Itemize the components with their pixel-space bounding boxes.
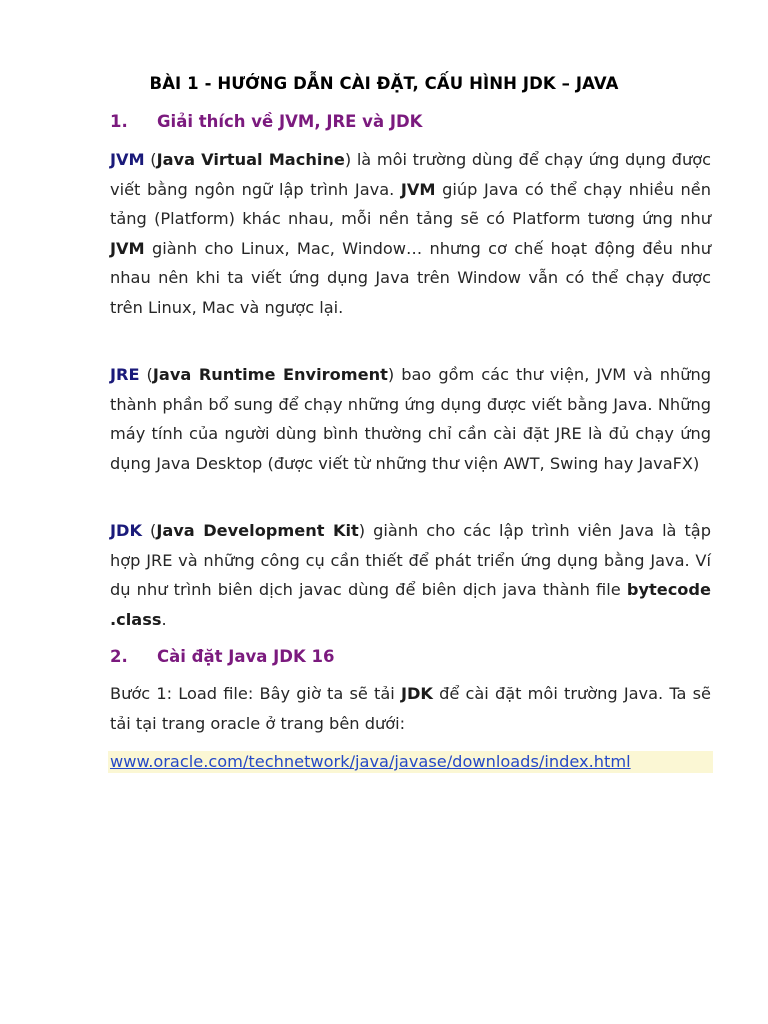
term-jvm: JVM (110, 150, 145, 169)
jdk-paragraph: JDK (Java Development Kit) giành cho các lập trình viên Java là tập hợp JRE và những công cụ cần thiết để phát triển ứng dụng bằng Java. Ví dụ như trình biên dịch javac dùng để biên dịch java thành file bytecode .class. (110, 521, 711, 629)
section-number: 2. (110, 647, 128, 666)
jre-paragraph: JRE (Java Runtime Enviroment) bao gồm các thư viện, JVM và những thành phần bổ sung để chạy những ứng dụng được viết bằng Java. Những máy tính của người dùng bình thường chỉ cần cài đặt JRE là đủ chạy ứng dụng Java Desktop (được viết từ những thư viện AWT, Swing hay JavaFX) (110, 365, 712, 473)
term-full-name: Java Virtual Machine (156, 150, 345, 169)
term-jvm-inline: JVM (110, 238, 145, 258)
term-full-name: Java Development Kit (156, 521, 359, 540)
term-jre: JRE (110, 365, 140, 384)
section-title: Cài đặt Java JDK 16 (157, 647, 335, 666)
section-heading-1 (110, 112, 422, 131)
section-heading-2 (110, 647, 334, 666)
term-jdk: JDK (110, 521, 143, 540)
section-number: 1. (110, 112, 128, 131)
page-title: BÀI 1 - HƯỚNG DẪN CÀI ĐẶT, CẤU HÌNH JDK – JAVA (149, 74, 619, 93)
jvm-paragraph: JVM (Java Virtual Machine) là môi trường dùng để chạy ứng dụng được viết bằng ngôn ngữ lập trình Java. JVM giúp Java có thể chạy nhiều nền tảng (Platform) khác nhau, mỗi nền tảng sẽ có Platform tương ứng như JVM giành cho Linux, Mac, Window… nhưng cơ chế hoạt động đều như nhau nên khi ta viết ứng dụng Java trên Window vẫn có thể chạy được trên Linux, Mac và ngược lại. (110, 150, 712, 317)
term-jvm-inline: JVM (400, 179, 436, 199)
step1-paragraph: Bước 1: Load file: Bây giờ ta sẽ tải JDK để cài đặt môi trường Java. Ta sẽ tải tại trang oracle ở trang bên dưới: (110, 684, 711, 733)
term-full-name: Java Runtime Enviroment (152, 365, 388, 384)
section-title: Giải thích về JVM, JRE và JDK (157, 112, 423, 131)
bytecode-label: bytecode .class (110, 580, 711, 629)
term-jdk-inline: JDK (400, 684, 433, 703)
oracle-download-link[interactable]: www.oracle.com/technetwork/java/javase/downloads/index.html (110, 752, 631, 771)
